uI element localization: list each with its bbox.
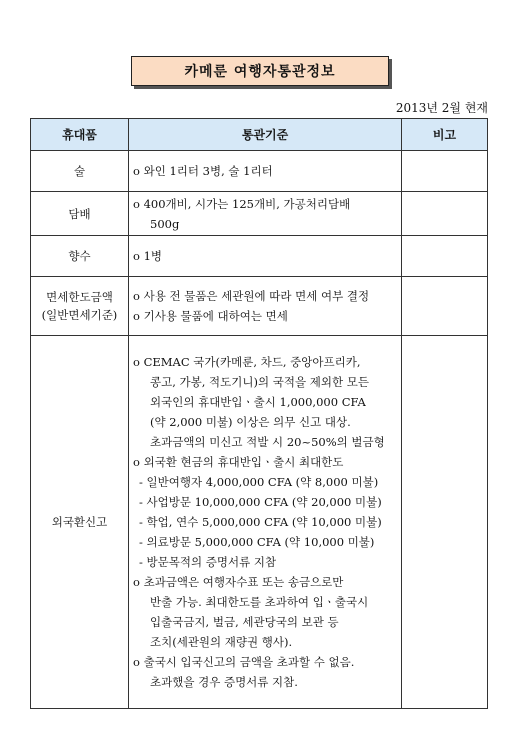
header-note: 비고 <box>402 119 488 151</box>
item-cell <box>31 277 129 336</box>
standard-cell <box>129 236 402 277</box>
standard-line: o 1병 <box>133 249 163 263</box>
standard-line: o CEMAC 국가(카메룬, 차드, 중앙아프리카, <box>133 355 361 369</box>
standard-line: - 일반여행자 4,000,000 CFA (약 8,000 미불) <box>139 475 379 489</box>
header-item: 휴대품 <box>31 119 129 151</box>
title-text: 카메룬 여행자통관정보 <box>184 64 336 80</box>
standard-line: (약 2,000 미불) 이상은 의무 신고 대상. <box>150 415 351 429</box>
item-line: (일반면세기준) <box>41 308 118 322</box>
table-row-liquor <box>31 151 488 192</box>
standard-cell <box>129 336 402 709</box>
standard-line: 초과했을 경우 증명서류 지참. <box>150 675 298 689</box>
standard-cell <box>129 192 402 236</box>
standard-line: o 초과금액은 여행자수표 또는 송금으로만 <box>133 575 344 589</box>
standard-line: 초과금액의 미신고 적발 시 20~50%의 벌금형 <box>150 435 385 449</box>
table-row-tobacco <box>31 192 488 236</box>
standard-line: - 학업, 연수 5,000,000 CFA (약 10,000 미불) <box>139 515 382 529</box>
standard-line: - 방문목적의 증명서류 지참 <box>139 555 277 569</box>
item-cell: 담배 <box>31 192 129 236</box>
standard-line: o 400개비, 시가는 125개비, 가공처리담배 <box>133 196 351 211</box>
standard-line: 조치(세관원의 재량권 행사). <box>150 635 293 649</box>
note-cell <box>402 336 488 709</box>
date-label: 2013년 2월 현재 <box>395 101 488 115</box>
note-cell <box>402 192 488 236</box>
item-cell: 향수 <box>31 236 129 277</box>
item-cell: 술 <box>31 151 129 192</box>
header-standard: 통관기준 <box>129 119 402 151</box>
standard-line: 콩고, 가봉, 적도기니)의 국적을 제외한 모든 <box>150 375 369 389</box>
standard-cell <box>129 277 402 336</box>
standard-line: o 외국환 현금의 휴대반입ㆍ출시 최대한도 <box>133 455 344 469</box>
standard-line: o 기사용 물품에 대하여는 면세 <box>133 309 288 323</box>
item-line: 면세한도금액 <box>46 290 113 304</box>
table-row-duty-free <box>31 277 488 336</box>
standard-line: 500g <box>150 216 180 231</box>
item-cell: 외국환신고 <box>31 336 129 709</box>
customs-table <box>30 118 488 709</box>
table-row-currency <box>31 336 488 709</box>
standard-line: 외국인의 휴대반입ㆍ출시 1,000,000 CFA <box>150 395 366 409</box>
standard-line: 반출 가능. 최대한도를 초과하여 입ㆍ출국시 <box>150 595 369 609</box>
standard-line: o 출국시 입국신고의 금액을 초과할 수 없음. <box>133 655 355 669</box>
table-row-perfume <box>31 236 488 277</box>
document-title <box>131 56 389 86</box>
note-cell <box>402 151 488 192</box>
standard-line: - 의료방문 5,000,000 CFA (약 10,000 미불) <box>139 535 375 549</box>
standard-cell <box>129 151 402 192</box>
standard-line: o 와인 1리터 3병, 술 1리터 <box>133 164 273 178</box>
standard-line: 입출국금지, 벌금, 세관당국의 보관 등 <box>150 615 339 629</box>
note-cell <box>402 277 488 336</box>
note-cell <box>402 236 488 277</box>
standard-line: o 사용 전 물품은 세관원에 따라 면세 여부 결정 <box>133 289 370 303</box>
standard-line: - 사업방문 10,000,000 CFA (약 20,000 미불) <box>139 495 382 509</box>
header-row <box>31 119 488 151</box>
